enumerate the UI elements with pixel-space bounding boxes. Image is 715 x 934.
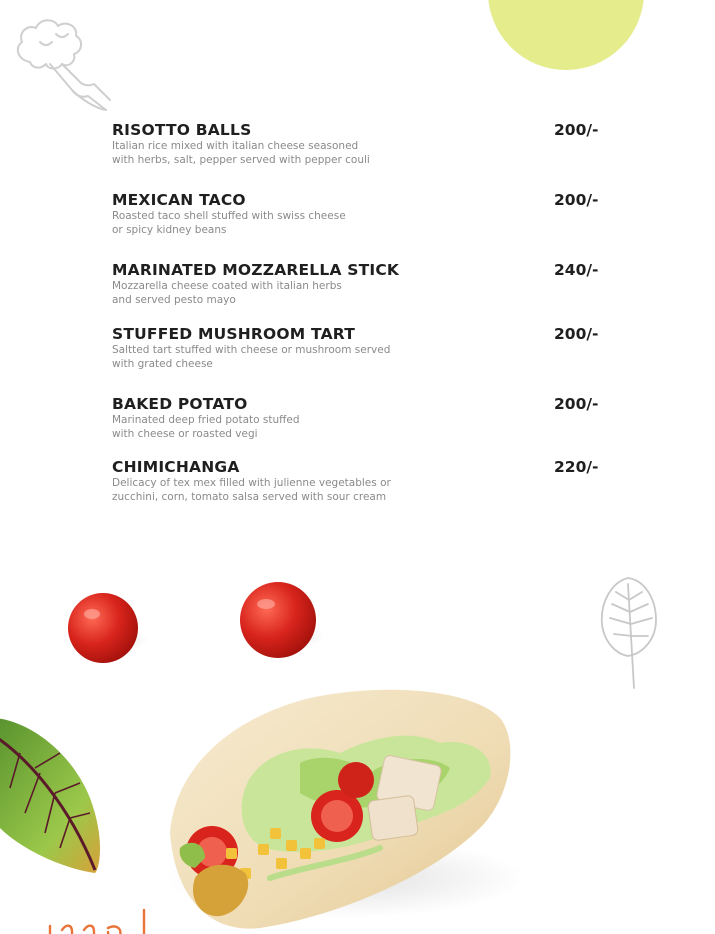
item-price: 200/- (554, 191, 599, 209)
item-description (112, 343, 632, 371)
item-description (112, 279, 632, 307)
item-price: 240/- (554, 261, 599, 279)
menu-item-baked-potato (112, 395, 632, 441)
decorative-script-fragment (50, 910, 144, 934)
item-price: 200/- (554, 121, 599, 139)
item-description (112, 413, 632, 441)
item-price: 200/- (554, 395, 599, 413)
item-name: MARINATED MOZZARELLA STICK (112, 261, 400, 279)
item-name: MEXICAN TACO (112, 191, 246, 209)
taco (165, 690, 525, 929)
item-description-line: zucchini, corn, tomato salsa served with sour cream (112, 491, 387, 503)
item-description-line: Roasted taco shell stuffed with swiss cheese (112, 210, 346, 222)
item-price: 220/- (554, 458, 599, 476)
item-description-line: Mozzarella cheese coated with italian herbs (112, 280, 342, 292)
chard-leaf (0, 718, 100, 873)
item-name: CHIMICHANGA (112, 458, 240, 476)
item-price: 200/- (554, 325, 599, 343)
item-name: BAKED POTATO (112, 395, 248, 413)
item-description (112, 476, 632, 504)
menu-item-risotto-balls (112, 121, 632, 167)
cherry-tomato (68, 593, 138, 663)
menu-item-mexican-taco (112, 191, 632, 237)
item-description-line: with cheese or roasted vegi (112, 428, 258, 440)
tomato-highlight (84, 609, 100, 619)
menu-item-marinated-mozzarella-stick (112, 261, 632, 307)
leaf-outline-icon (598, 574, 660, 692)
item-name: STUFFED MUSHROOM TART (112, 325, 355, 343)
menu-item-stuffed-mushroom-tart (112, 325, 632, 371)
item-name: RISOTTO BALLS (112, 121, 252, 139)
item-description-line: Saltted tart stuffed with cheese or mushroom served (112, 344, 391, 356)
cherry-tomato (240, 582, 316, 658)
item-description (112, 209, 632, 237)
tomato-highlight (257, 599, 275, 609)
item-description-line: or spicy kidney beans (112, 224, 227, 236)
menu-item-chimichanga (112, 458, 632, 504)
item-description-line: with grated cheese (112, 358, 213, 370)
item-description (112, 139, 632, 167)
item-description-line: with herbs, salt, pepper served with pepper couli (112, 154, 370, 166)
item-description-line: Marinated deep fried potato stuffed (112, 414, 300, 426)
item-description-line: and served pesto mayo (112, 294, 236, 306)
item-description-line: Italian rice mixed with italian cheese seasoned (112, 140, 359, 152)
item-description-line: Delicacy of tex mex filled with julienne vegetables or (112, 477, 391, 489)
